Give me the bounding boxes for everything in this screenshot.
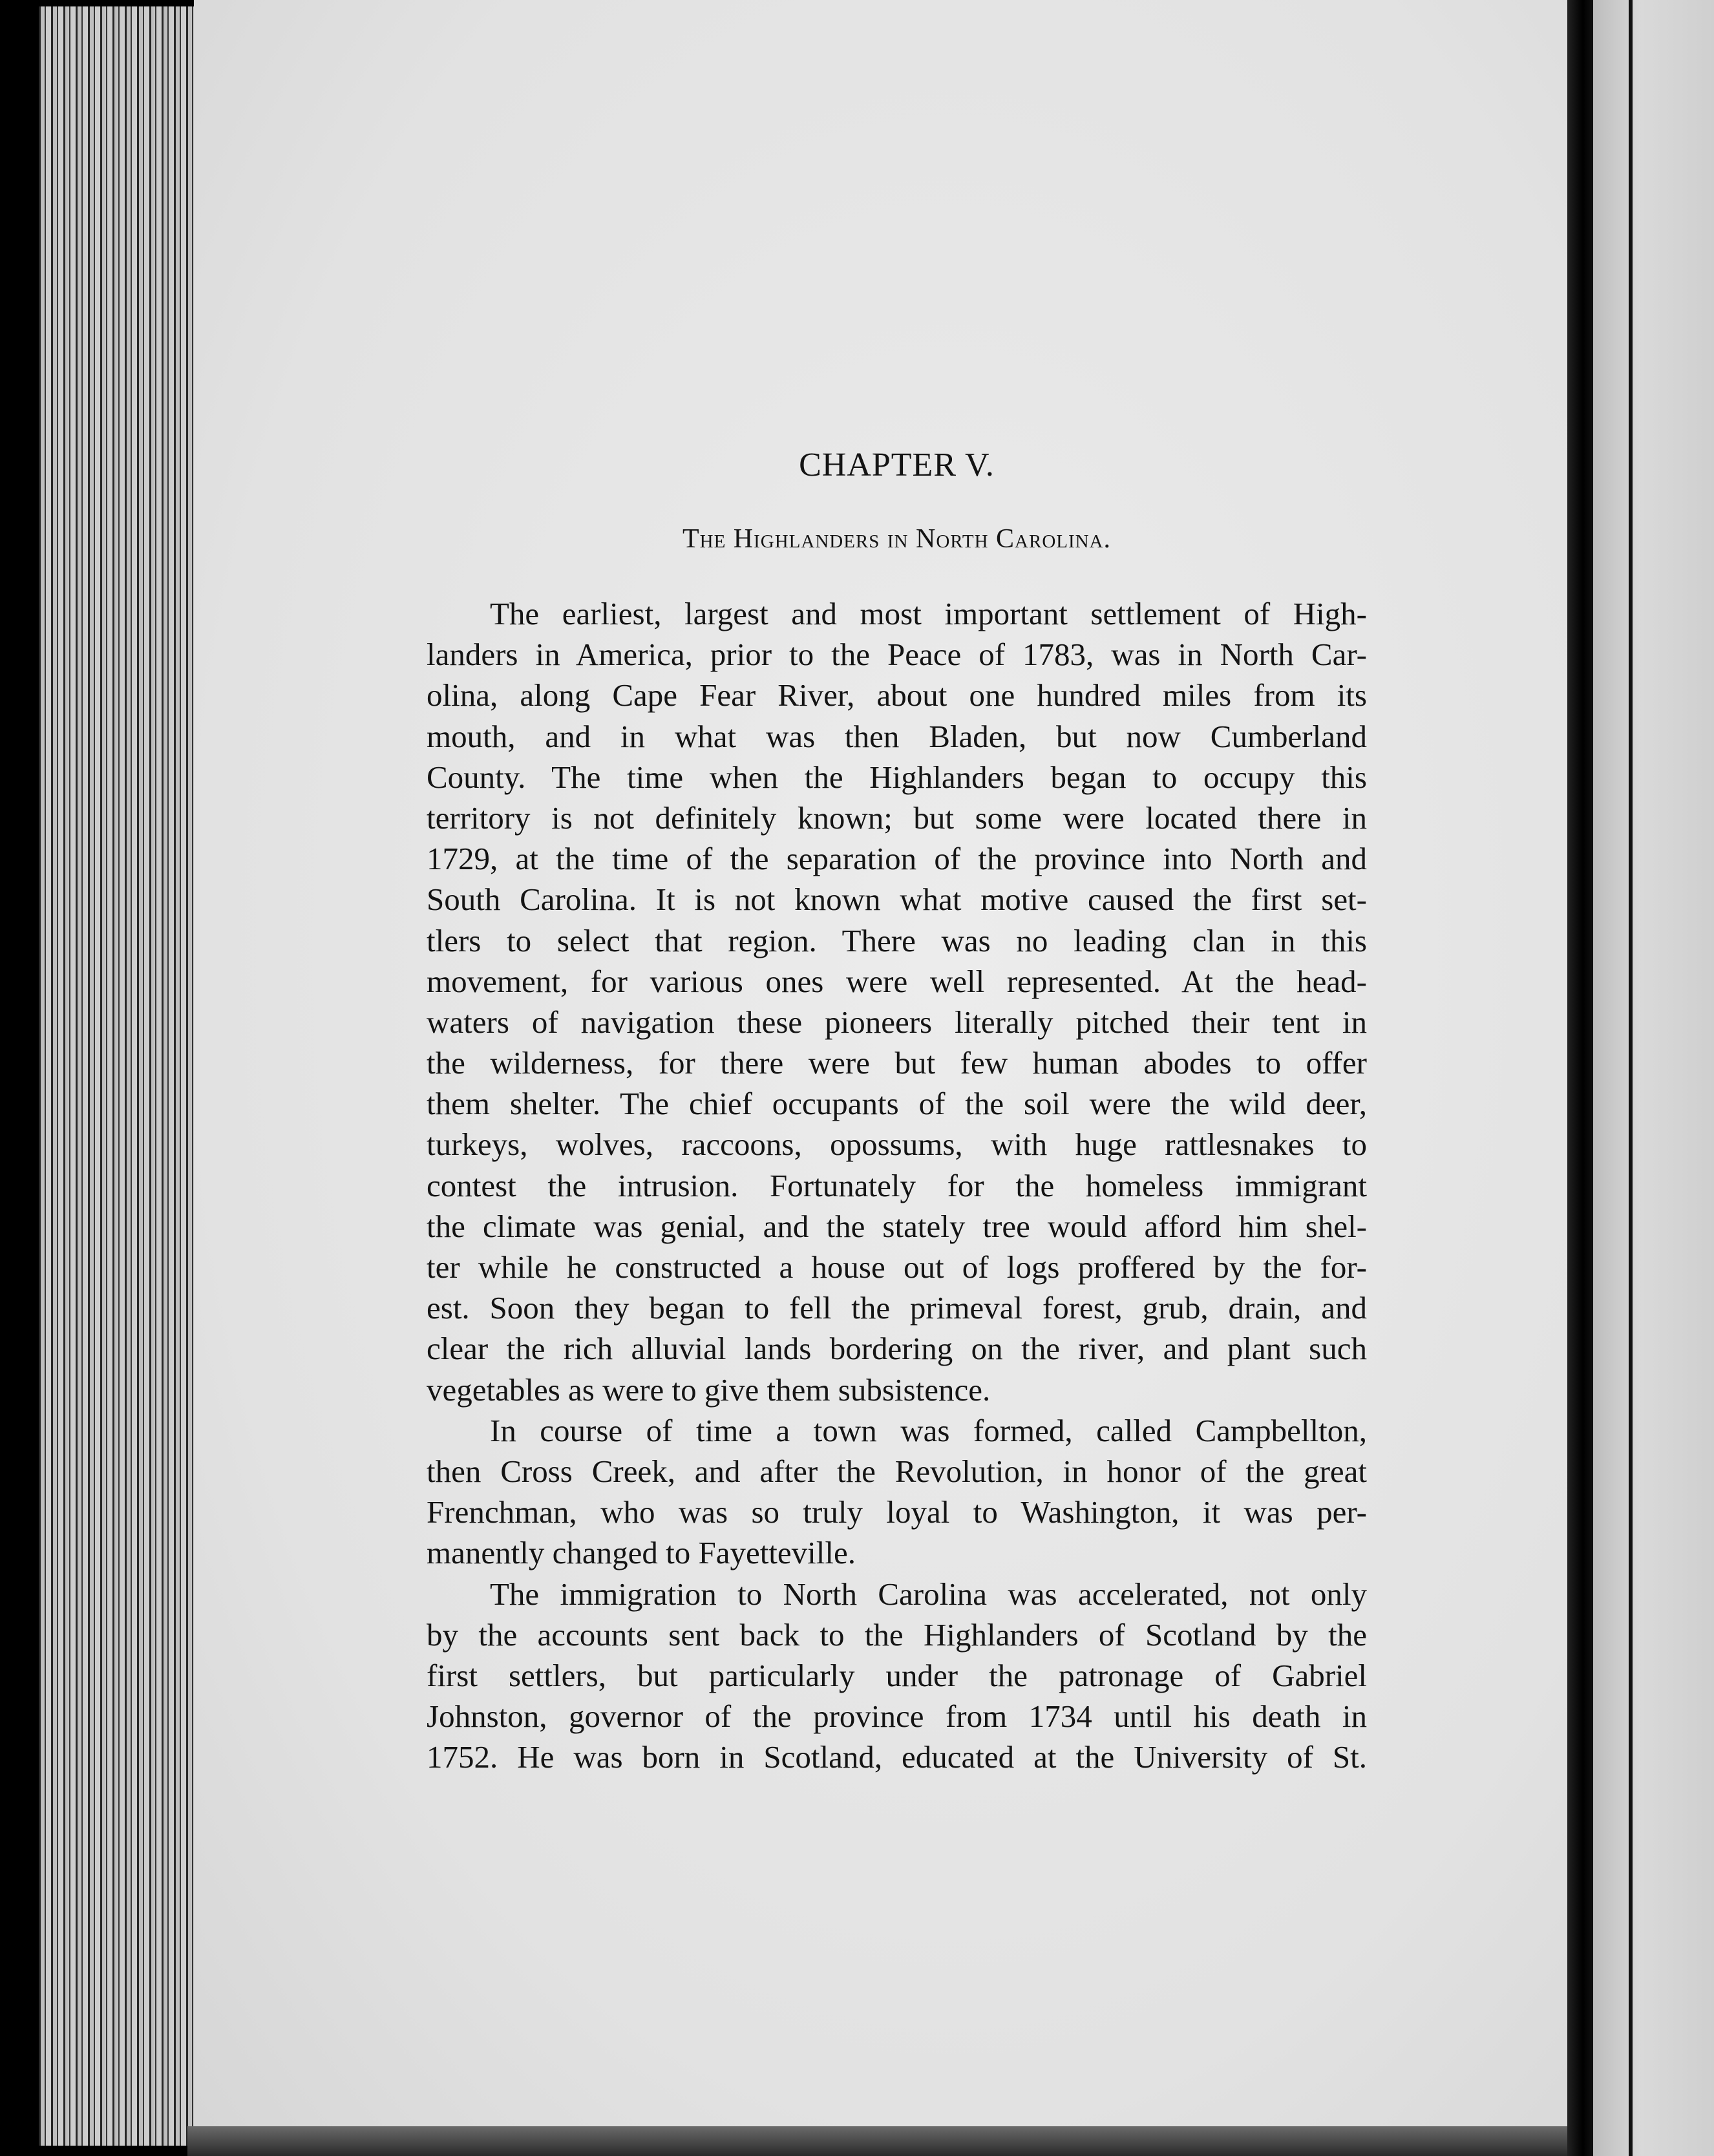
text-line: movement, for various ones were well represented. At the head- — [427, 963, 1367, 999]
facing-page-sliver — [1593, 0, 1714, 2156]
text-line: Johnston, governor of the province from 1734 until his death in — [427, 1698, 1367, 1735]
chapter-heading: CHAPTER V. — [799, 447, 995, 483]
text-line: est. Soon they began to fell the primeval forest, grub, drain, and — [427, 1290, 1367, 1326]
paragraph-1 — [427, 593, 1367, 1410]
text-line: by the accounts sent back to the Highlanders of Scotland by the — [427, 1616, 1367, 1653]
text-line: the wilderness, for there were but few human abodes to offer — [427, 1045, 1367, 1081]
page-bottom-edge — [187, 2126, 1571, 2156]
text-line: The earliest, largest and most important settlement of High- — [490, 596, 1367, 631]
text-line: landers in America, prior to the Peace of 1783, was in North Car- — [427, 637, 1367, 673]
text-line: contest the intrusion. Fortunately for the homeless immigrant — [427, 1167, 1367, 1203]
text-line: waters of navigation these pioneers literally pitched their tent in — [427, 1004, 1367, 1040]
text-line: 1729, at the time of the separation of the province into North and — [427, 841, 1367, 877]
text-line: turkeys, wolves, raccoons, opossums, with huge rattlesnakes to — [427, 1126, 1367, 1163]
text-line: 1752. He was born in Scotland, educated at the University of St. — [427, 1739, 1367, 1775]
text-line: The immigration to North Carolina was accelerated, not only — [490, 1576, 1367, 1612]
text-line: then Cross Creek, and after the Revolution, in honor of the great — [427, 1453, 1367, 1489]
text-line: tlers to select that region. There was no leading clan in this — [427, 922, 1367, 958]
facing-page-edge — [1629, 0, 1633, 2156]
text-line: In course of time a town was formed, called Campbellton, — [490, 1412, 1367, 1448]
text-line: olina, along Cape Fear River, about one hundred miles from its — [427, 677, 1367, 713]
text-line: them shelter. The chief occupants of the soil were the wild deer, — [427, 1086, 1367, 1122]
text-line: South Carolina. It is not known what motive caused the first set- — [427, 882, 1367, 918]
text-line: territory is not definitely known; but some were located there in — [427, 799, 1367, 836]
text-line: vegetables as were to give them subsistence. — [427, 1371, 991, 1408]
paragraph-3 — [427, 1574, 1367, 1778]
page-edges — [39, 6, 200, 2146]
text-line: clear the rich alluvial lands bordering on the river, and plant such — [427, 1331, 1367, 1367]
paragraph-2 — [427, 1410, 1367, 1574]
chapter-title: The Highlanders in North Carolina. — [682, 524, 1112, 554]
text-line: Frenchman, who was so truly loyal to Washington, it was per- — [427, 1494, 1367, 1530]
text-line: first settlers, but particularly under the patronage of Gabriel — [427, 1657, 1367, 1693]
book-gutter — [1567, 0, 1593, 2156]
body-text — [427, 593, 1367, 1777]
text-line: the climate was genial, and the stately tree would afford him shel- — [427, 1208, 1367, 1244]
text-line: ter while he constructed a house out of logs proffered by the for- — [427, 1249, 1367, 1285]
text-line: mouth, and in what was then Bladen, but now Cumberland — [427, 718, 1367, 754]
text-line: County. The time when the Highlanders began to occupy this — [427, 759, 1367, 795]
text-line: manently changed to Fayetteville. — [427, 1535, 856, 1571]
